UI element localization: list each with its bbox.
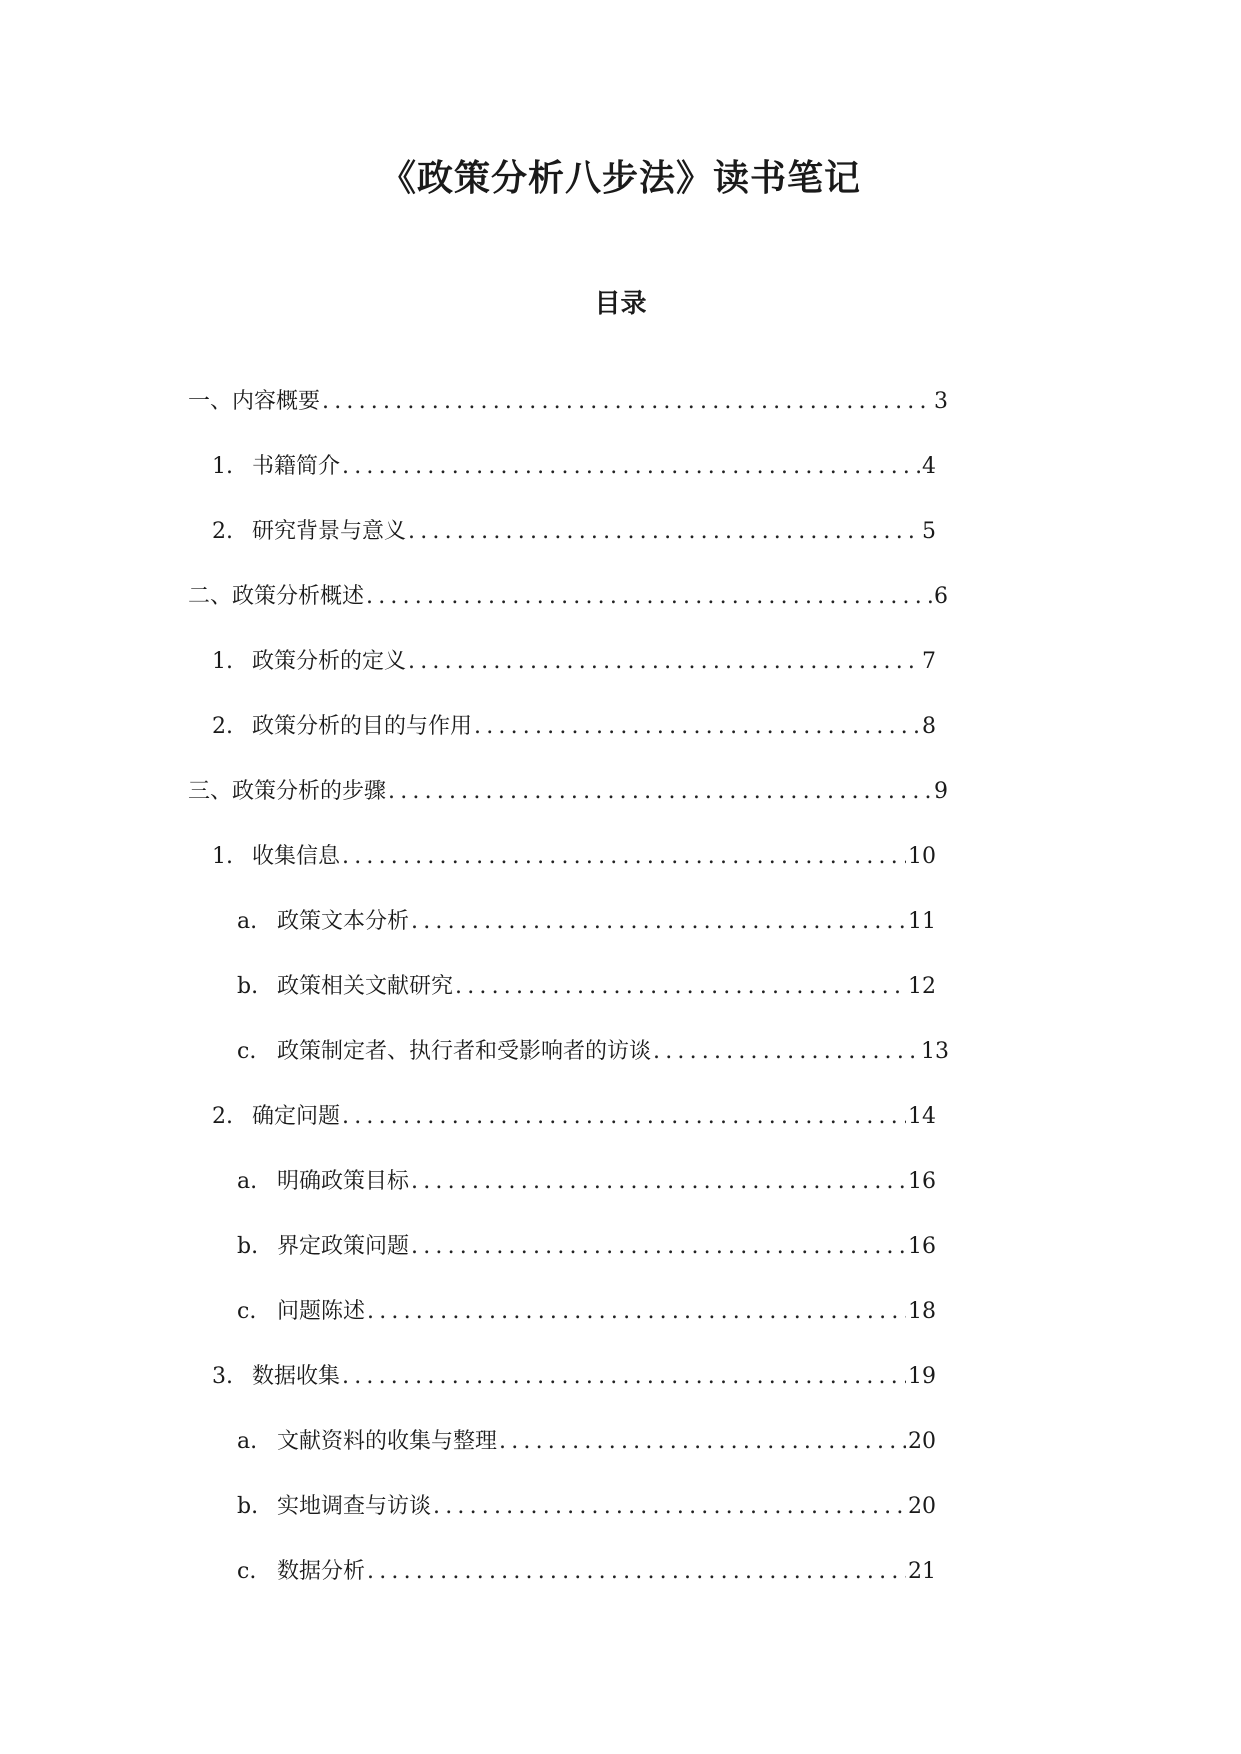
toc-dot-leader (366, 580, 932, 614)
toc-entry[interactable] (237, 1490, 936, 1524)
toc-entry[interactable] (212, 645, 936, 679)
toc-entry[interactable] (237, 1295, 936, 1329)
toc-entry[interactable] (237, 1230, 936, 1264)
toc-page-number: 8 (922, 714, 936, 739)
toc-entry-text: 书籍简介 (252, 454, 341, 479)
toc-entry[interactable] (188, 385, 948, 419)
toc-entry-number: 2. (212, 714, 233, 739)
toc-page-number: 9 (934, 779, 948, 804)
toc-page-number: 3 (934, 389, 948, 414)
toc-dot-leader (342, 840, 906, 874)
toc-page-number: 20 (908, 1429, 936, 1454)
toc-entry-text: 政策分析的目的与作用 (252, 714, 473, 739)
toc-entry-text: 三、政策分析的步骤 (188, 779, 387, 804)
toc-page-number: 4 (922, 454, 936, 479)
toc-dot-leader (367, 1295, 906, 1329)
toc-entry-text: 实地调查与访谈 (277, 1494, 432, 1519)
toc-entry[interactable] (237, 1035, 949, 1069)
toc-dot-leader (499, 1425, 906, 1459)
toc-entry-text: 二、政策分析概述 (188, 584, 365, 609)
toc-dot-leader (342, 1100, 906, 1134)
toc-dot-leader (322, 385, 932, 419)
toc-dot-leader (388, 775, 932, 809)
toc-page-number: 19 (908, 1364, 936, 1389)
toc-page-number: 7 (922, 649, 936, 674)
toc-page-number: 20 (908, 1494, 936, 1519)
toc-page-number: 16 (908, 1234, 936, 1259)
toc-entry[interactable] (212, 1100, 936, 1134)
toc-dot-leader (342, 1360, 906, 1394)
toc-page-number: 10 (908, 844, 936, 869)
toc-entry[interactable] (237, 905, 936, 939)
toc-entry[interactable] (212, 515, 936, 549)
toc-entry-text: 界定政策问题 (277, 1234, 410, 1259)
toc-entry-text: 政策文本分析 (277, 909, 410, 934)
toc-dot-leader (474, 710, 920, 744)
toc-page-number: 21 (908, 1559, 936, 1584)
toc-entry-number: c. (237, 1039, 257, 1064)
toc-dot-leader (342, 450, 920, 484)
toc-entry-number: a. (237, 909, 258, 934)
toc-entry[interactable] (188, 775, 948, 809)
toc-dot-leader (411, 905, 906, 939)
toc-entry-text: 收集信息 (252, 844, 341, 869)
toc-entry-number: a. (237, 1429, 258, 1454)
document-title: 《政策分析八步法》读书笔记 (379, 157, 861, 199)
toc-dot-leader (367, 1555, 906, 1589)
toc-entry[interactable] (212, 840, 936, 874)
toc-dot-leader (408, 645, 920, 679)
toc-dot-leader (408, 515, 920, 549)
toc-entry-text: 数据分析 (277, 1559, 366, 1584)
toc-entry[interactable] (212, 710, 936, 744)
toc-entry-number: a. (237, 1169, 258, 1194)
toc-entry-number: b. (237, 1494, 259, 1519)
toc-entry[interactable] (237, 1555, 936, 1589)
toc-entry-text: 政策相关文献研究 (277, 974, 454, 999)
toc-page-number: 14 (908, 1104, 936, 1129)
toc-entry-number: b. (237, 974, 259, 999)
toc-dot-leader (433, 1490, 906, 1524)
toc-entry-text: 文献资料的收集与整理 (277, 1429, 498, 1454)
toc-entry-number: 3. (212, 1364, 233, 1389)
toc-heading: 目录 (594, 289, 647, 319)
toc-entry-text: 政策分析的定义 (252, 649, 407, 674)
toc-page-number: 18 (908, 1299, 936, 1324)
toc-page-number: 13 (921, 1039, 949, 1064)
toc-page-number: 16 (908, 1169, 936, 1194)
toc-entry[interactable] (237, 970, 936, 1004)
toc-entry-text: 研究背景与意义 (252, 519, 407, 544)
toc-dot-leader (653, 1035, 919, 1069)
toc-page-number: 12 (908, 974, 936, 999)
toc-entry-number: 2. (212, 1104, 233, 1129)
toc-entry-text: 政策制定者、执行者和受影响者的访谈 (277, 1039, 652, 1064)
toc-dot-leader (411, 1230, 906, 1264)
toc-page-number: 6 (934, 584, 948, 609)
toc-entry-text: 明确政策目标 (277, 1169, 410, 1194)
toc-dot-leader (455, 970, 906, 1004)
toc-entry-number: b. (237, 1234, 259, 1259)
toc-entry[interactable] (212, 450, 936, 484)
toc-dot-leader (411, 1165, 906, 1199)
toc-entry[interactable] (237, 1425, 936, 1459)
toc-entry-number: 1. (212, 454, 233, 479)
toc-entry-text: 数据收集 (252, 1364, 341, 1389)
toc-page-number: 5 (922, 519, 936, 544)
toc-page-number: 11 (908, 909, 936, 934)
toc-entry[interactable] (237, 1165, 936, 1199)
toc-entry-number: 1. (212, 649, 233, 674)
toc-entry-text: 问题陈述 (277, 1299, 366, 1324)
toc-entry-text: 确定问题 (252, 1104, 341, 1129)
toc-entry[interactable] (188, 580, 948, 614)
toc-entry[interactable] (212, 1360, 936, 1394)
toc-entry-number: c. (237, 1299, 257, 1324)
toc-entry-number: c. (237, 1559, 257, 1584)
toc-entry-number: 2. (212, 519, 233, 544)
toc-entry-text: 一、内容概要 (188, 389, 321, 414)
toc-entry-number: 1. (212, 844, 233, 869)
